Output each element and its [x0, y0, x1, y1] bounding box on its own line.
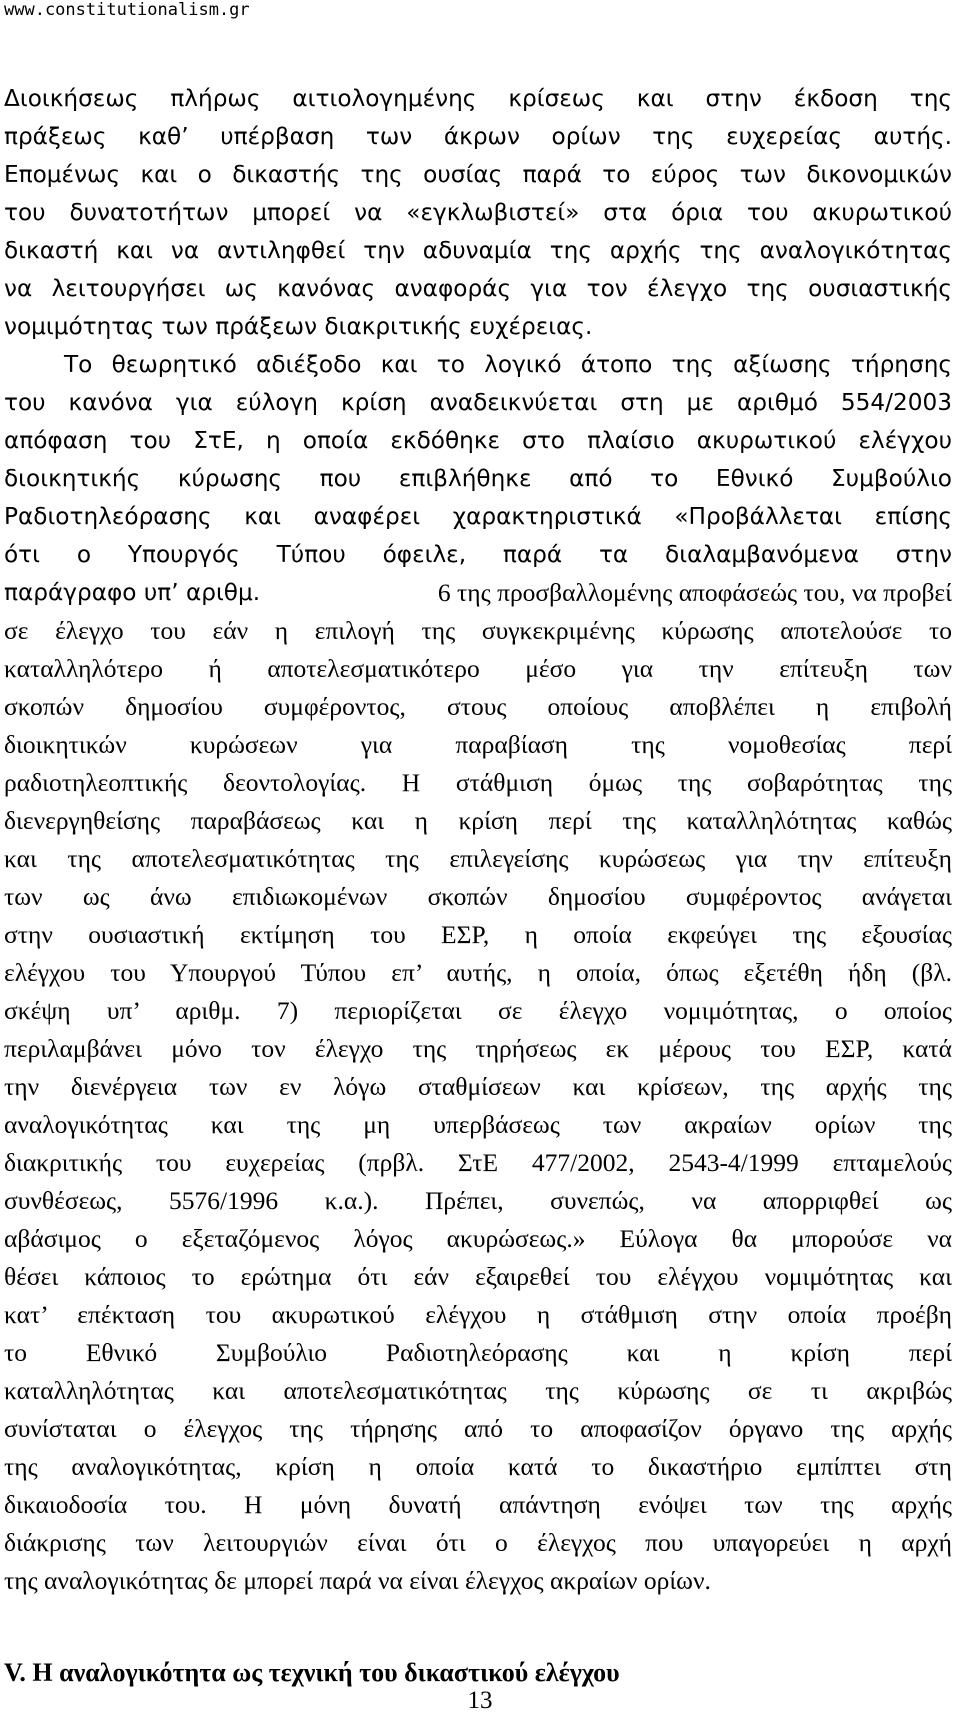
page-number: 13 [467, 1687, 493, 1714]
text-line: συνίσταται ο έλεγχος της τήρησης από το αποφασίζον όργανο της αρχής [4, 1414, 952, 1443]
text-line: διοικητικών κυρώσεων για παραβίαση της νομοθεσίας περί [4, 730, 952, 759]
text-line: ότι ο Υπουργός Τύπου όφειλε, παρά τα διαλαμβανόμενα στην [4, 541, 952, 568]
text-line: διενεργηθείσης παραβάσεως και η κρίση περί της καταλληλότητας καθώς [4, 806, 952, 835]
text-line: απόφαση του ΣτΕ, η οποία εκδόθηκε στο πλαίσιο ακυρωτικού ελέγχου [4, 427, 952, 454]
text-line: σκοπών δημοσίου συμφέροντος, στους οποίους αποβλέπει η επιβολή [4, 692, 952, 721]
spacer [4, 1600, 952, 1653]
text-line: Το θεωρητικό αδιέξοδο και το λογικό άτοπο της αξίωσης τήρησης [64, 351, 952, 378]
text-line: σκέψη υπ’ αριθμ. 7) περιορίζεται σε έλεγχο νομιμότητας, ο οποίος [4, 996, 952, 1025]
text-line: αναλογικότητας και της μη υπερβάσεως των ακραίων ορίων της [4, 1110, 952, 1139]
text-line: Ραδιοτηλεόρασης και αναφέρει χαρακτηριστικά «Προβάλλεται επίσης [4, 503, 952, 530]
text-line: το Εθνικό Συμβούλιο Ραδιοτηλεόρασης και η κρίση περί [4, 1338, 952, 1367]
text-fragment: 6 της προσβαλλομένης αποφάσεώς του, να προβεί [437, 578, 952, 607]
text-line: να λειτουργήσει ως κανόνας αναφοράς για τον έλεγχο της ουσιαστικής [4, 275, 952, 302]
text-line: της αναλογικότητας δε μπορεί παρά να είναι έλεγχος ακραίων ορίων. [4, 1566, 711, 1595]
text-line: την διενέργεια των εν λόγω σταθμίσεων και κρίσεων, της αρχής της [4, 1072, 952, 1101]
text-line: περιλαμβάνει μόνο τον έλεγχο της τηρήσεως εκ μέρους του ΕΣΡ, κατά [4, 1034, 952, 1063]
text-line-mixed [4, 574, 952, 612]
text-line: του δυνατοτήτων μπορεί να «εγκλωβιστεί» στα όρια του ακυρωτικού [4, 199, 952, 226]
text-line: της αναλογικότητας, κρίση η οποία κατά το δικαστήριο εμπίπτει στη [4, 1452, 952, 1481]
text-line: πράξεως καθ’ υπέρβαση των άκρων ορίων της ευχερείας αυτής. [4, 123, 952, 150]
text-line: δικαστή και να αντιληφθεί την αδυναμία της αρχής της αναλογικότητας [4, 237, 952, 264]
text-line: διακριτικής του ευχερείας (πρβλ. ΣτΕ 477/2002, 2543-4/1999 επταμελούς [4, 1148, 952, 1177]
document-body [4, 80, 952, 1693]
section-heading: V. Η αναλογικότητα ως τεχνική του δικαστικού ελέγχου [4, 1658, 620, 1687]
text-line: Διοικήσεως πλήρως αιτιολογημένης κρίσεως και στην έκδοση της [4, 85, 952, 112]
text-line: νομιμότητας των πράξεων διακριτικής ευχέρειας. [4, 313, 593, 340]
text-line: αβάσιμος ο εξεταζόμενος λόγος ακυρώσεως.» Εύλογα θα μπορούσε να [4, 1224, 952, 1253]
text-line: σε έλεγχο του εάν η επιλογή της συγκεκριμένης κύρωσης αποτελούσε το [4, 616, 952, 645]
text-line: Επομένως και ο δικαστής της ουσίας παρά το εύρος των δικονομικών [4, 161, 952, 188]
text-line: δικαιοδοσία του. Η μόνη δυνατή απάντηση ενόψει των της αρχής [4, 1490, 952, 1519]
text-line: καταλληλότερο ή αποτελεσματικότερο μέσο για την επίτευξη των [4, 654, 952, 683]
text-line: στην ουσιαστική εκτίμηση του ΕΣΡ, η οποία εκφεύγει της εξουσίας [4, 920, 952, 949]
text-line: συνθέσεως, 5576/1996 κ.α.). Πρέπει, συνεπώς, να απορριφθεί ως [4, 1186, 952, 1215]
text-fragment: παράγραφο υπ’ αριθμ. [4, 579, 261, 606]
text-line: ελέγχου του Υπουργού Τύπου επ’ αυτής, η οποία, όπως εξετέθη ήδη (βλ. [4, 958, 952, 987]
text-line: ραδιοτηλεοπτικής δεοντολογίας. Η στάθμιση όμως της σοβαρότητας της [4, 768, 952, 797]
text-line: και της αποτελεσματικότητας της επιλεγείσης κυρώσεως για την επίτευξη [4, 844, 952, 873]
text-line: των ως άνω επιδιωκομένων σκοπών δημοσίου συμφέροντος ανάγεται [4, 882, 952, 911]
header-url: www.constitutionalism.gr [4, 0, 250, 20]
text-line: διοικητικής κύρωσης που επιβλήθηκε από το Εθνικό Συμβούλιο [4, 465, 952, 492]
text-line: του κανόνα για εύλογη κρίση αναδεικνύεται στη με αριθμό 554/2003 [4, 389, 952, 416]
text-line: κατ’ επέκταση του ακυρωτικού ελέγχου η στάθμιση στην οποία προέβη [4, 1300, 952, 1329]
text-line: διάκρισης των λειτουργιών είναι ότι ο έλεγχος που υπαγορεύει η αρχή [4, 1528, 952, 1557]
text-line: καταλληλότητας και αποτελεσματικότητας της κύρωσης σε τι ακριβώς [4, 1376, 952, 1405]
text-line: θέσει κάποιος το ερώτημα ότι εάν εξαιρεθεί του ελέγχου νομιμότητας και [4, 1262, 952, 1291]
